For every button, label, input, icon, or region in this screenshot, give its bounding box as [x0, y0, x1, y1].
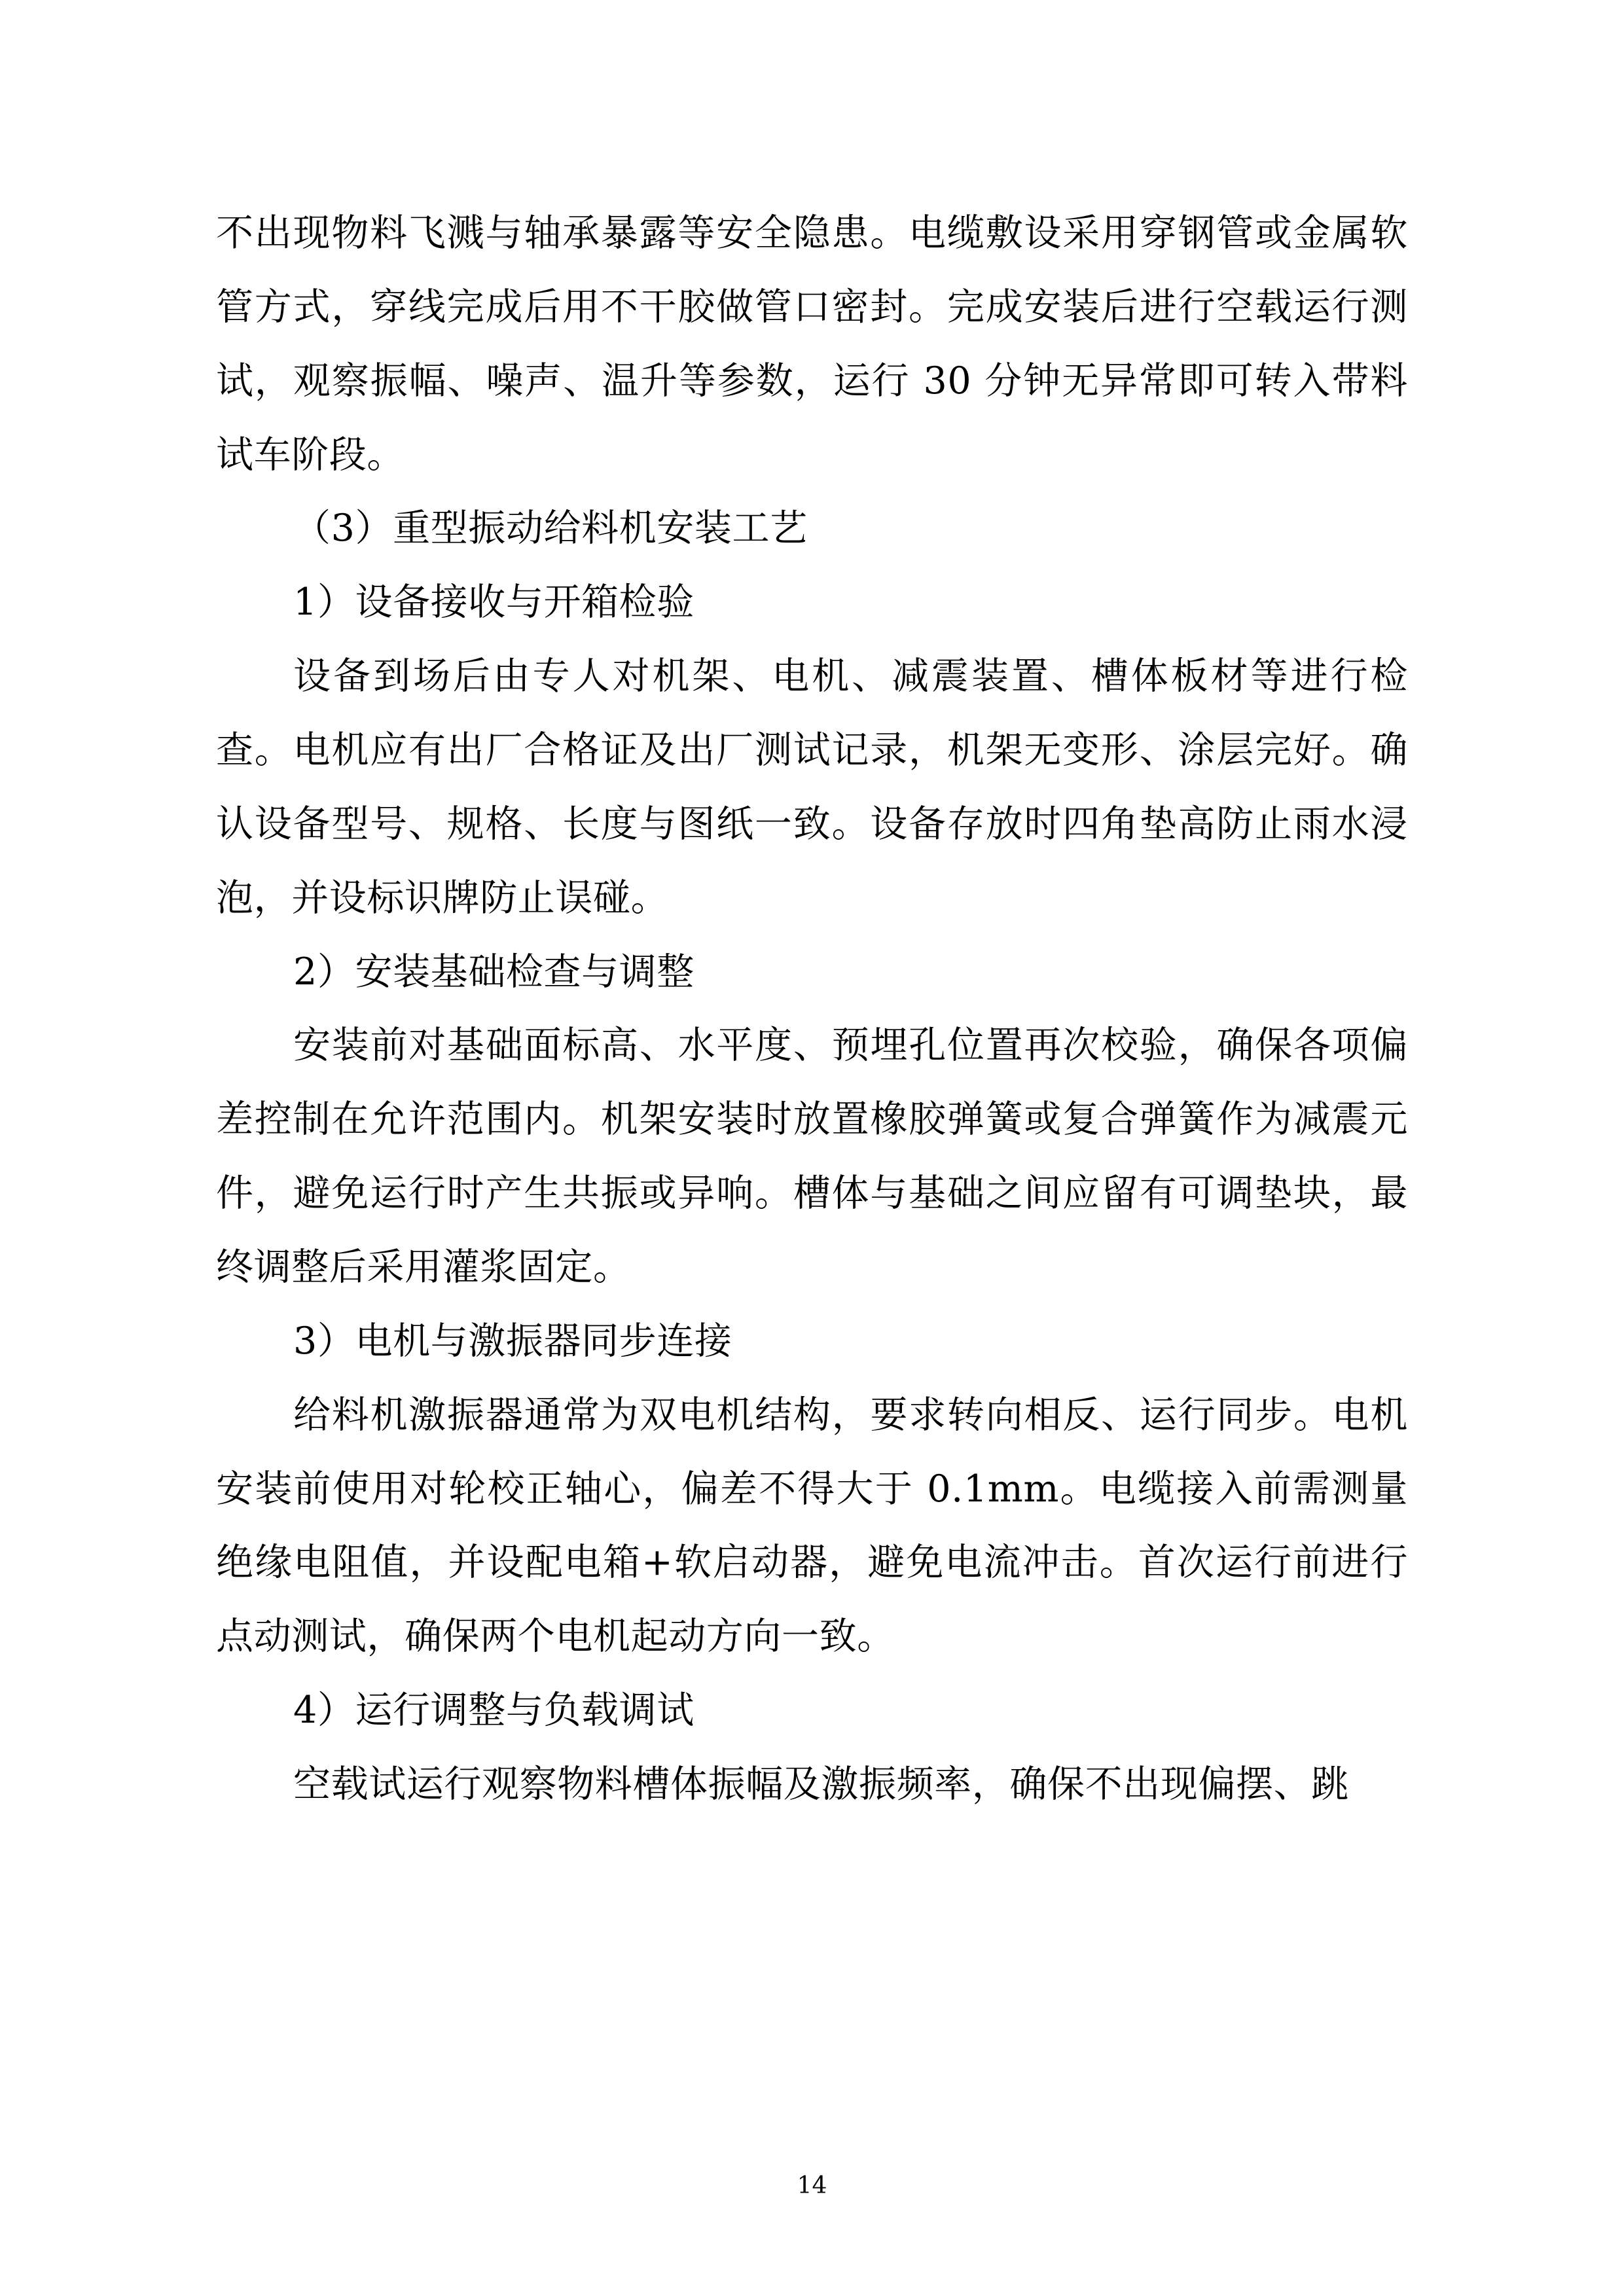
paragraph-heading-4: 4）运行调整与负载调试	[293, 1689, 695, 1732]
paragraph: 给料机激振器通常为双电机结构，要求转向相反、运行同步。电机安装前使用对轮校正轴心，偏差不得大于 0.1mm。电缆接入前需测量绝缘电阻值，并设配电箱+软启动器，避免电流冲击。首次运行前进行点动测试，确保两个电机起动方向一致。	[216, 1393, 1408, 1659]
paragraph: 安装前对基础面标高、水平度、预埋孔位置再次校验，确保各项偏差控制在允许范围内。机架安装时放置橡胶弹簧或复合弹簧作为减震元件，避免运行时产生共振或异响。槽体与基础之间应留有可调垫块，最终调整后采用灌浆固定。	[216, 1024, 1408, 1289]
document-body	[216, 196, 1408, 1821]
paragraph: 设备到场后由专人对机架、电机、减震装置、槽体板材等进行检查。电机应有出厂合格证及出厂测试记录，机架无变形、涂层完好。确认设备型号、规格、长度与图纸一致。设备存放时四角垫高防止雨水浸泡，并设标识牌防止误碰。	[216, 655, 1408, 920]
paragraph-heading-3b: 3）电机与激振器同步连接	[293, 1319, 732, 1363]
paragraph-heading-1: 1）设备接收与开箱检验	[293, 581, 695, 624]
page-number: 14	[797, 2172, 827, 2199]
paragraph-heading-3: （3）重型振动给料机安装工艺	[293, 507, 808, 550]
paragraph-heading-2: 2）安装基础检查与调整	[293, 950, 695, 994]
paragraph: 不出现物料飞溅与轴承暴露等安全隐患。电缆敷设采用穿钢管或金属软管方式，穿线完成后用不干胶做管口密封。完成安装后进行空载运行测试，观察振幅、噪声、温升等参数，运行 30 分钟无异常即可转入带料试车阶段。	[216, 211, 1408, 476]
paragraph: 空载试运行观察物料槽体振幅及激振频率，确保不出现偏摆、跳	[293, 1763, 1349, 1806]
